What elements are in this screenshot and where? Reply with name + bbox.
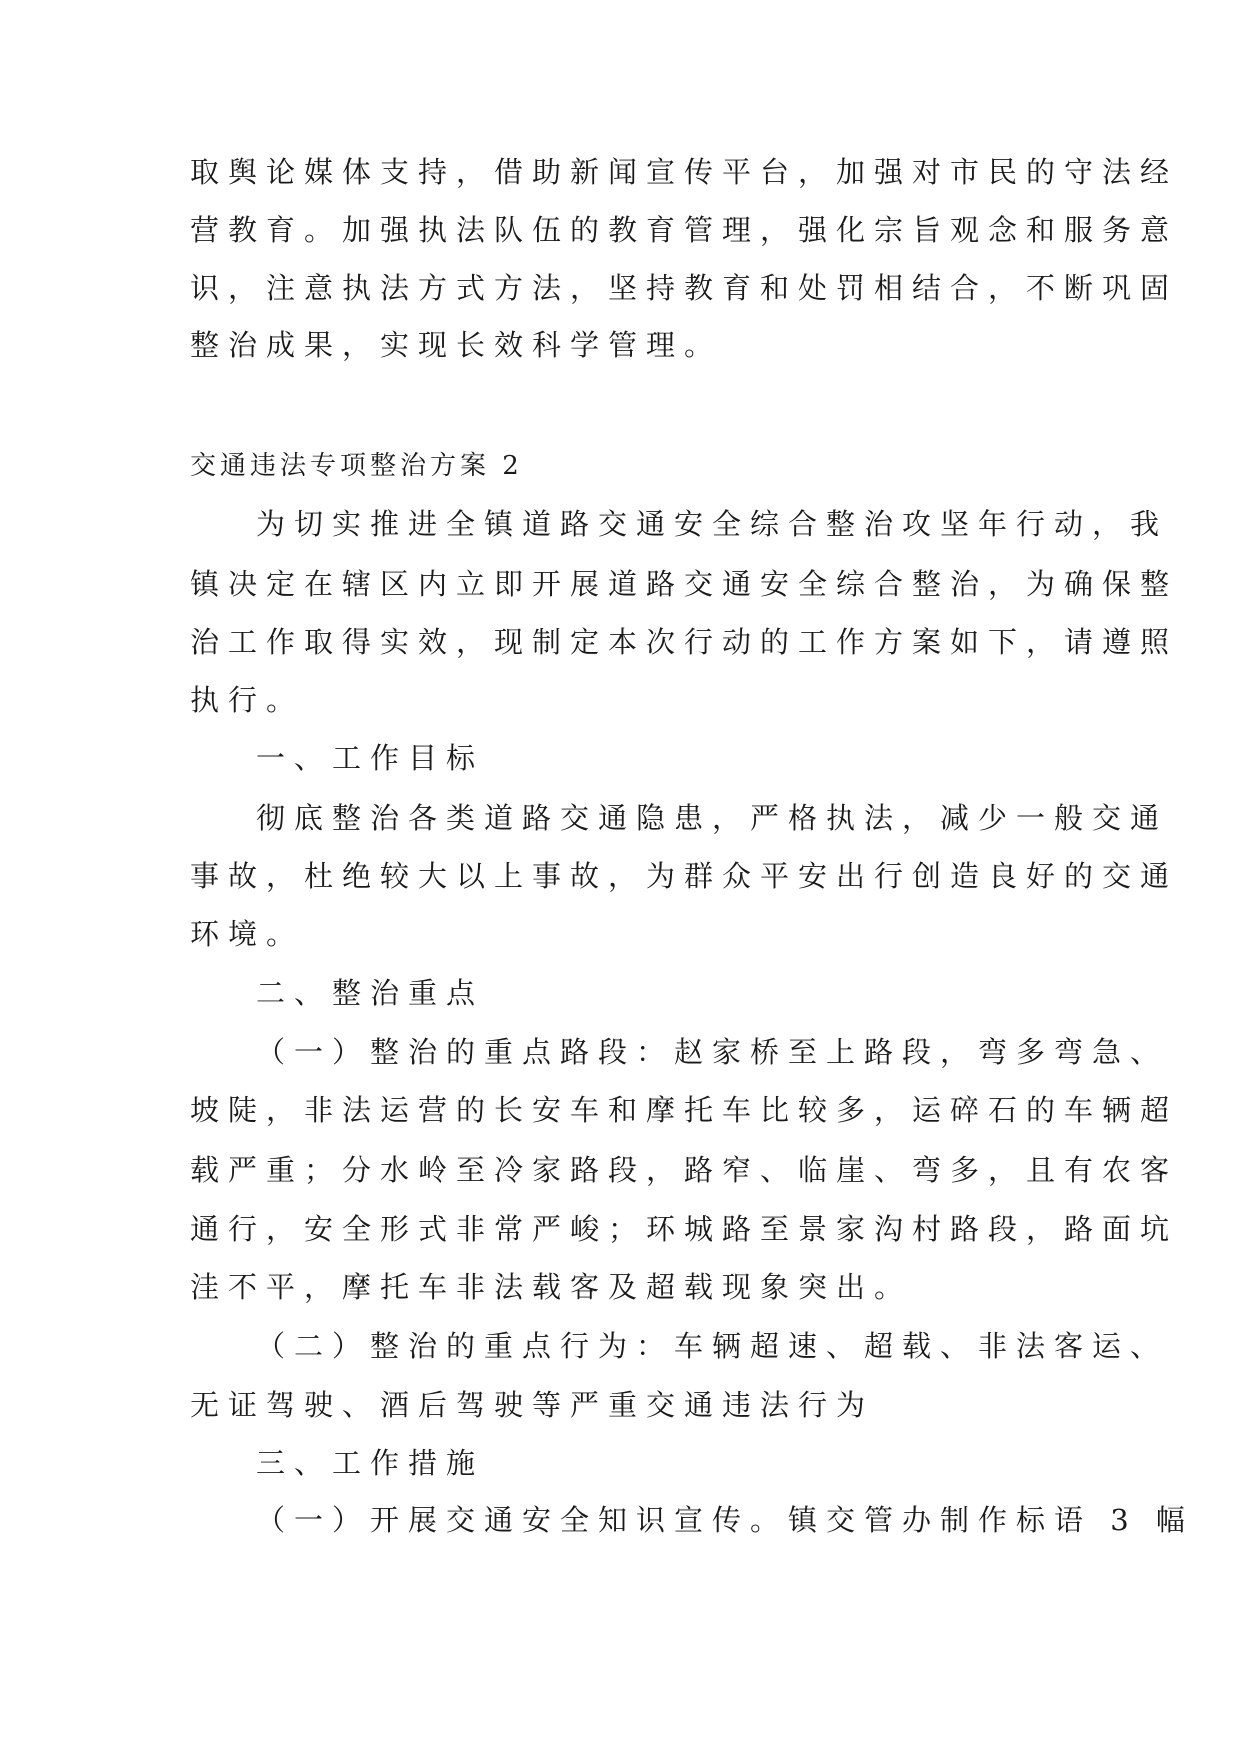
text-line: 整治成果，实现长效科学管理。 <box>190 328 723 362</box>
text-line: 执行。 <box>190 683 305 717</box>
text-line: 事故，杜绝较大以上事故，为群众平安出行创造良好的交通 <box>190 859 1179 893</box>
text-line: 为切实推进全镇道路交通安全综合整治攻坚年行动，我 <box>256 507 1169 541</box>
text-line: 治工作取得实效，现制定本次行动的工作方案如下，请遵照 <box>190 625 1179 659</box>
text-line: 环境。 <box>190 917 305 951</box>
text-line: （二）整治的重点行为：车辆超速、超载、非法客运、 <box>256 1329 1169 1363</box>
text-line: （一）开展交通安全知识宣传。镇交管办制作标语 3 幅 <box>256 1503 1194 1537</box>
text-line: 营教育。加强执法队伍的教育管理，强化宗旨观念和服务意 <box>190 213 1179 247</box>
text-line: 洼不平，摩托车非法载客及超载现象突出。 <box>190 1270 913 1304</box>
text-line: 彻底整治各类道路交通隐患，严格执法，减少一般交通 <box>256 801 1169 835</box>
section-heading: 一、工作目标 <box>256 741 485 775</box>
text-line: 载严重；分水岭至冷家路段，路窄、临崖、弯多，且有农客 <box>190 1153 1179 1187</box>
text-line: 无证驾驶、酒后驾驶等严重交通违法行为 <box>190 1388 875 1422</box>
text-line: 坡陡，非法运营的长安车和摩托车比较多，运碎石的车辆超 <box>190 1093 1179 1127</box>
text-line: 识，注意执法方式方法，坚持教育和处罚相结合，不断巩固 <box>190 271 1179 305</box>
section-heading: 二、整治重点 <box>256 976 485 1010</box>
text-line: 通行，安全形式非常严峻；环城路至景家沟村路段，路面坑 <box>190 1212 1179 1246</box>
text-line: 镇决定在辖区内立即开展道路交通安全综合整治，为确保整 <box>190 567 1179 601</box>
section-heading: 三、工作措施 <box>256 1446 485 1480</box>
section-title: 交通违法专项整治方案 2 <box>190 451 523 481</box>
text-line: （一）整治的重点路段：赵家桥至上路段，弯多弯急、 <box>256 1035 1169 1069</box>
text-line: 取舆论媒体支持，借助新闻宣传平台，加强对市民的守法经 <box>190 155 1179 189</box>
